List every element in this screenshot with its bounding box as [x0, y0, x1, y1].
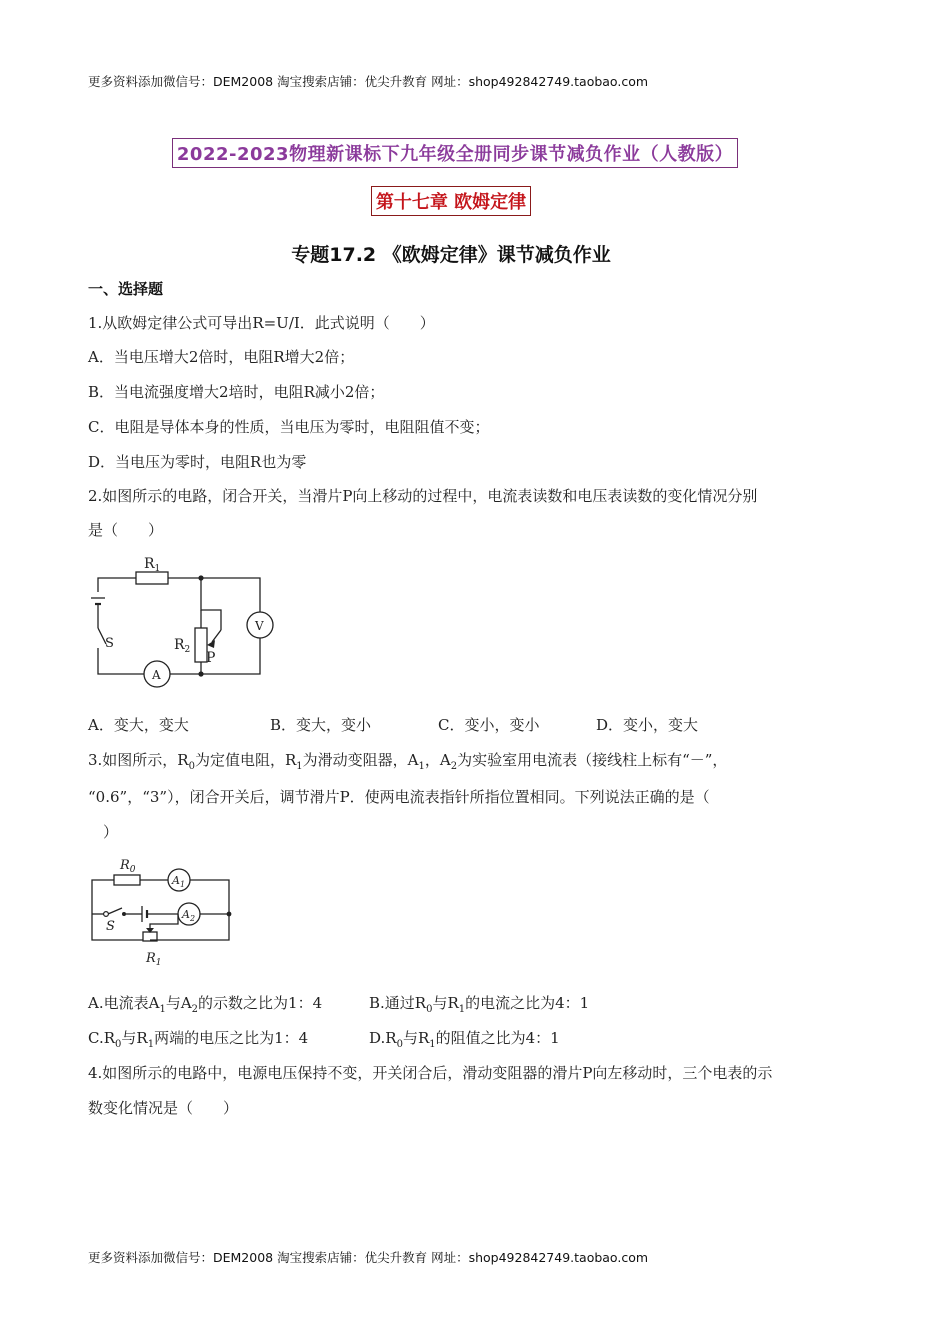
q2-stem-line1: 2.如图所示的电路，闭合开关，当滑片P向上移动的过程中，电流表读数和电压表读数的变化情况分别 [88, 487, 758, 505]
q2-label-s: S [105, 636, 114, 651]
q2-voltmeter-label: V [255, 619, 264, 633]
chapter-title [0, 186, 902, 216]
document-title [0, 138, 910, 168]
q1-stem: 1.从欧姆定律公式可导出R=U/I．此式说明（ ） [88, 314, 435, 332]
q3-label-a1: $A_1$ [172, 874, 186, 889]
q3-label-r1: $R_1$ [146, 951, 162, 968]
q2-option-b: B．变大，变小 [270, 716, 372, 734]
page-footer: 更多资料添加微信号：DEM2008 淘宝搜索店铺：优尖升教育 网址：shop492842749.taobao.com [88, 1250, 649, 1265]
title-main: 2022-2023物理新课标下九年级全册同步课节减负作业（人教版） [172, 138, 738, 168]
q4-stem-line1: 4.如图所示的电路中，电源电压保持不变，开关闭合后，滑动变阻器的滑片P向左移动时，三个电表的示 [88, 1064, 773, 1082]
title-chapter: 第十七章 欧姆定律 [371, 186, 531, 216]
q2-label-p: P [206, 650, 216, 666]
q2-label-r1: $R_1$ [144, 556, 161, 574]
q3-circuit-diagram [86, 850, 246, 970]
section-heading: 一、选择题 [88, 280, 164, 298]
q2-option-c: C．变小，变小 [438, 716, 540, 734]
q2-stem-line2: 是（ ） [88, 521, 164, 539]
q3-label-a2: $A_2$ [182, 908, 196, 923]
topic-title: 专题17.2 《欧姆定律》课节减负作业 [291, 244, 611, 266]
q3-stem-line1: 3.如图所示，$R_0$为定值电阻，$R_1$为滑动变阻器，$A_1$，$A_2$为实验室用电流表（接线柱上标有“－”， [88, 751, 728, 772]
q2-option-a: A．变大，变大 [88, 716, 189, 734]
q3-label-r0: $R_0$ [120, 858, 136, 875]
page-header: 更多资料添加微信号：DEM2008 淘宝搜索店铺：优尖升教育 网址：shop492842749.taobao.com [88, 74, 649, 89]
q2-ammeter-label: A [152, 668, 161, 682]
q3-option-a: A.电流表$A_1$与$A_2$的示数之比为1：4 [88, 994, 323, 1015]
q3-label-s: S [106, 919, 115, 934]
q3-option-d: $D.R_0$与$R_1$的阻值之比为4：1 [369, 1029, 560, 1050]
q3-option-b: B.通过$R_0$与$R_1$的电流之比为4：1 [369, 994, 590, 1015]
q1-option-b: B．当电流强度增大2培时，电阻R减小2倍； [88, 383, 385, 401]
q2-circuit-diagram [88, 550, 288, 690]
q3-stem-line2: “0.6”，“3”），闭合开关后，调节滑片P．使两电流表指针所指位置相同。下列说法正确的是（ [88, 788, 710, 806]
q3-option-c: $C.R_0$与$R_1$两端的电压之比为1：4 [88, 1029, 309, 1050]
q3-stem-line3: ） [88, 823, 119, 841]
q1-option-a: A．当电压增大2倍时，电阻R增大2倍； [88, 348, 355, 366]
q1-option-c: C．电阻是导体本身的性质，当电压为零时，电阻阻值不变； [88, 418, 490, 436]
q2-label-r2: $R_2$ [174, 637, 191, 655]
q1-option-d: D．当电压为零时，电阻R也为零 [88, 453, 307, 471]
q2-option-d: D．变小，变大 [596, 716, 699, 734]
q4-stem-line2: 数变化情况是（ ） [88, 1099, 239, 1117]
